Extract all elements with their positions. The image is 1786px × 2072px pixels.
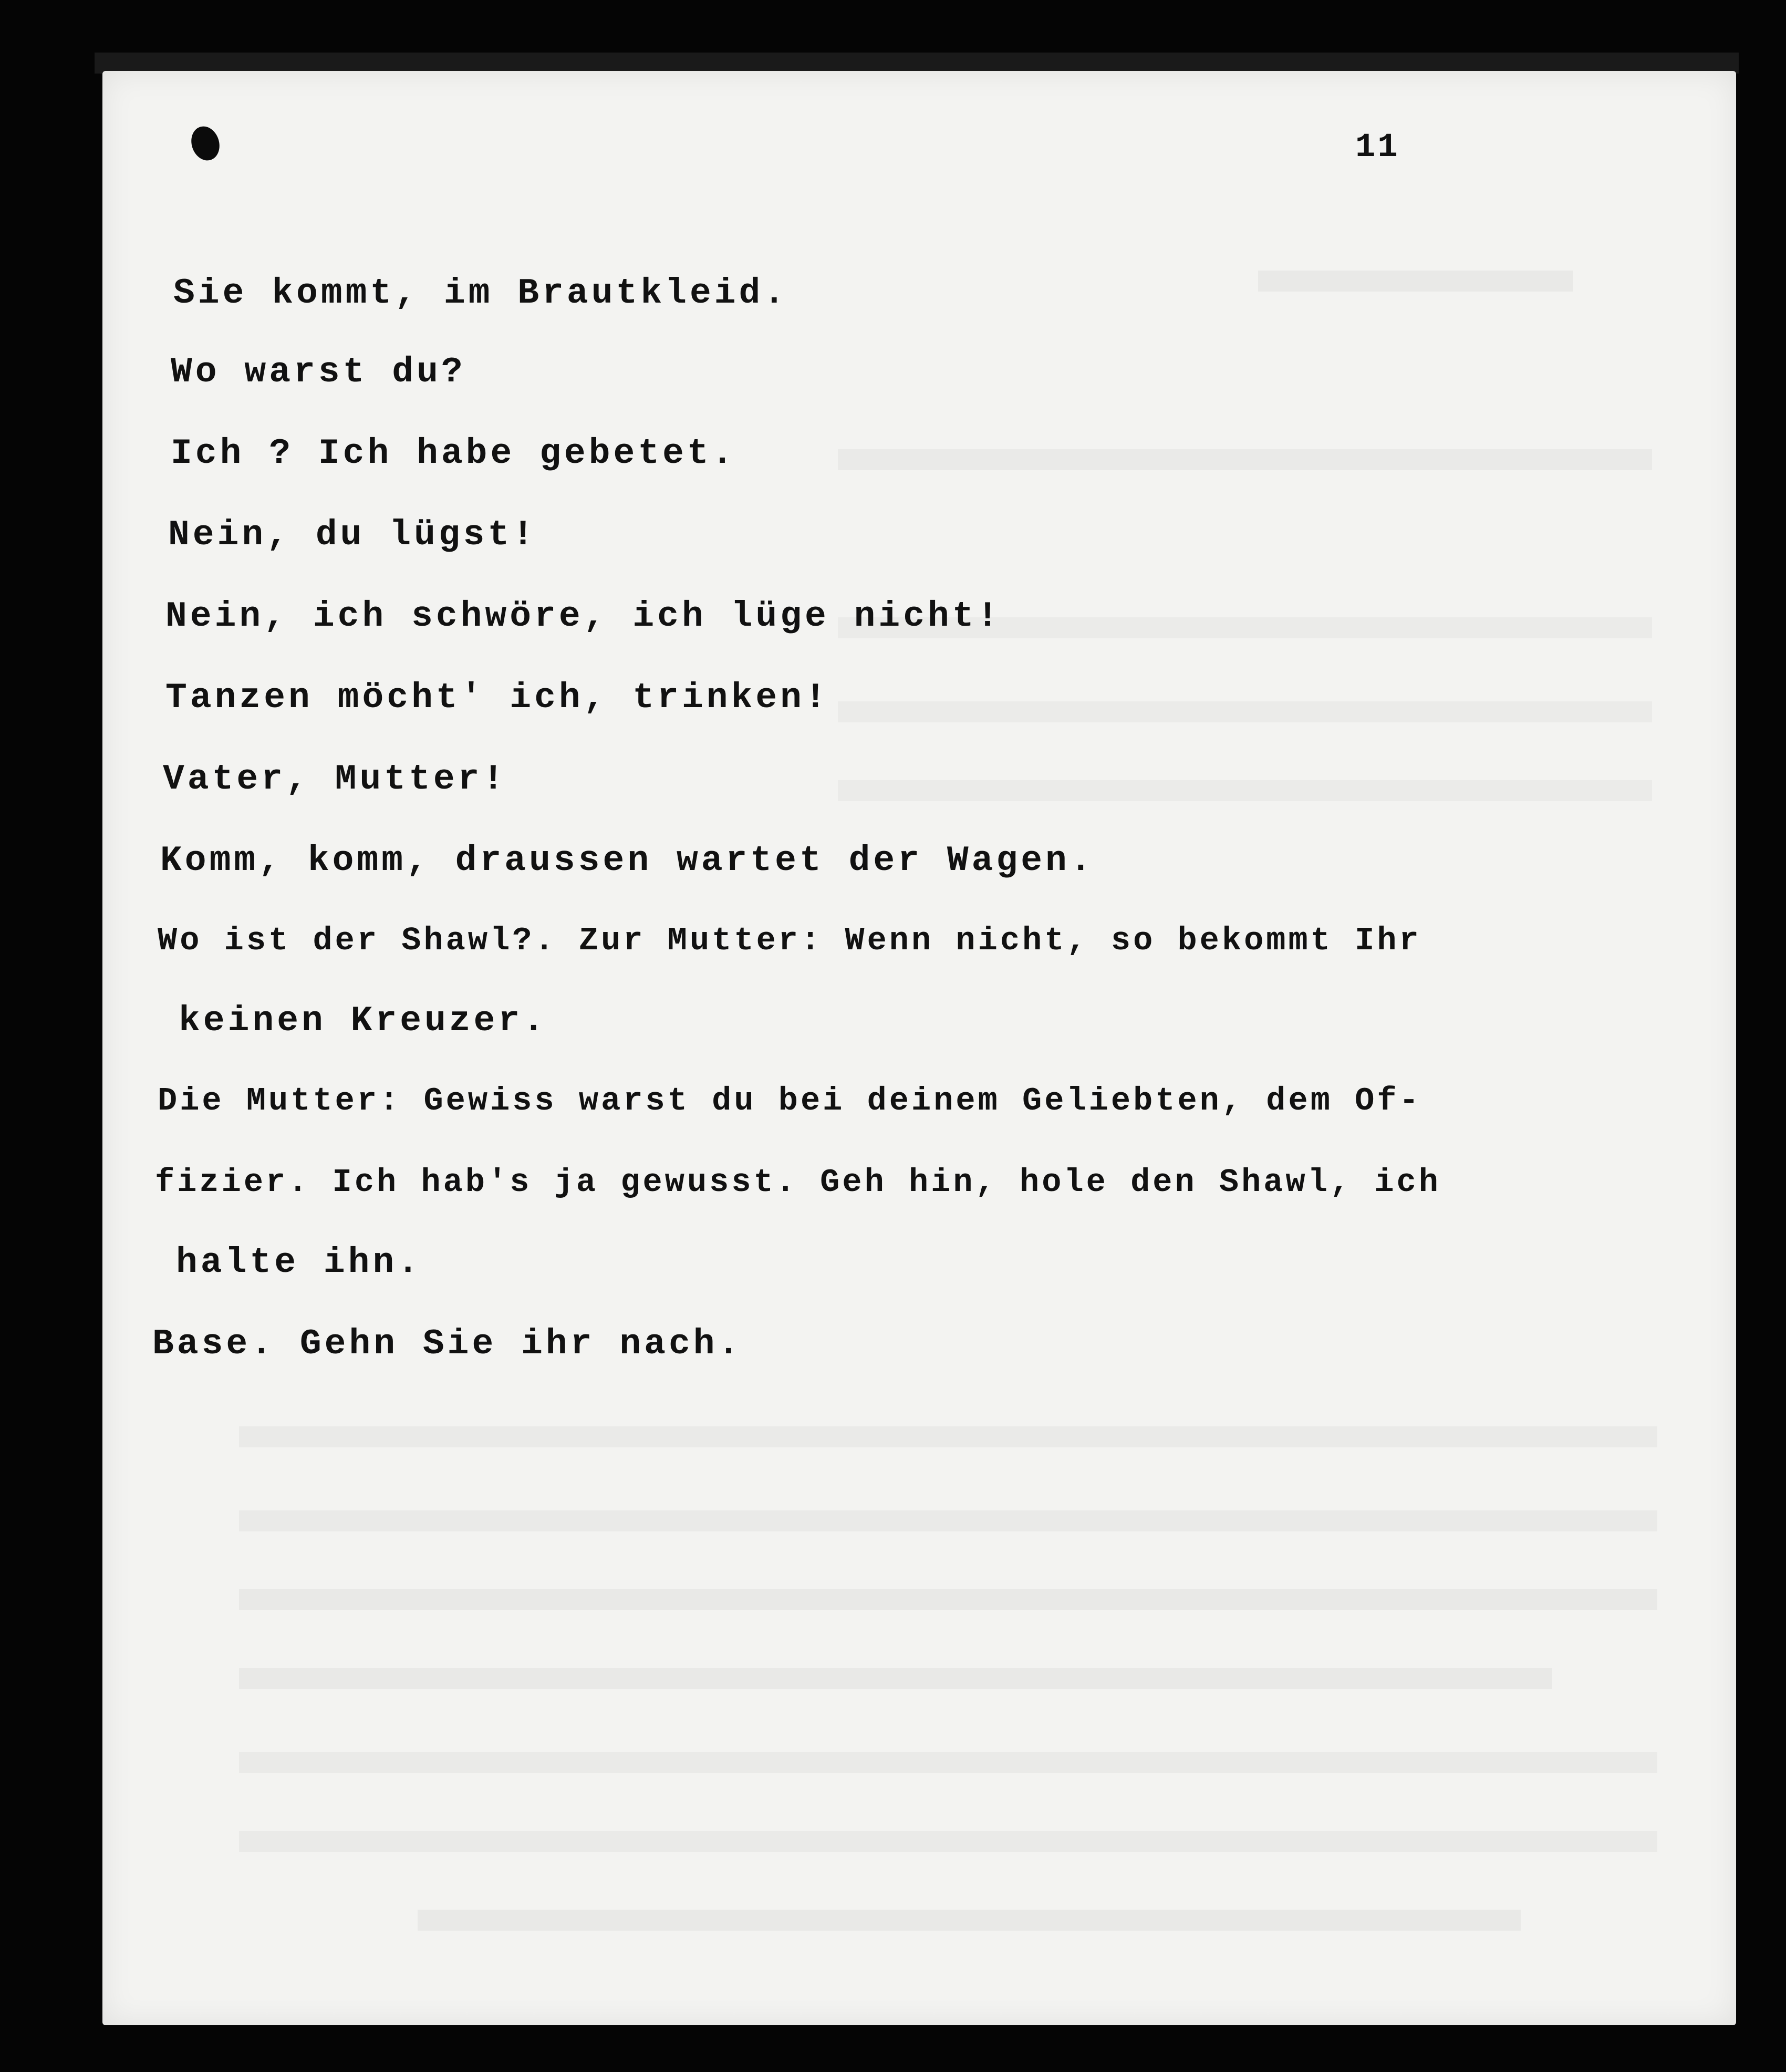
page-top-edge (95, 53, 1739, 74)
text-line: Die Mutter: Gewiss warst du bei deinem Geliebten, dem Of- (158, 1082, 1421, 1120)
text-line: Wo warst du? (171, 352, 466, 392)
text-line: Base. Gehn Sie ihr nach. (152, 1324, 743, 1364)
bleed-through-mark (838, 701, 1652, 722)
bleed-through-mark (239, 1668, 1552, 1689)
bleed-through-mark (239, 1510, 1657, 1531)
bleed-through-mark (239, 1752, 1657, 1773)
bleed-through-mark (838, 780, 1652, 801)
text-line: halte ihn. (176, 1242, 422, 1283)
text-line: Nein, du lügst! (168, 515, 537, 555)
bleed-through-mark (418, 1910, 1521, 1931)
bleed-through-mark (1258, 271, 1573, 292)
page-number: 11 (1355, 129, 1400, 167)
bleed-through-mark (239, 1426, 1657, 1447)
bleed-through-mark (838, 449, 1652, 470)
text-line: Vater, Mutter! (163, 759, 507, 800)
text-line: Ich ? Ich habe gebetet. (171, 433, 736, 474)
text-line: keinen Kreuzer. (179, 1001, 548, 1041)
text-line: Tanzen möcht' ich, trinken! (165, 678, 829, 718)
text-line: Komm, komm, draussen wartet der Wagen. (160, 841, 1095, 881)
text-line: Sie kommt, im Brautkleid. (173, 273, 788, 314)
bleed-through-mark (239, 1831, 1657, 1852)
text-line: fizier. Ich hab's ja gewusst. Geh hin, hole den Shawl, ich (155, 1164, 1441, 1201)
text-line: Wo ist der Shawl?. Zur Mutter: Wenn nicht, so bekommt Ihr (158, 922, 1421, 959)
bleed-through-mark (239, 1589, 1657, 1610)
text-line: Nein, ich schwöre, ich lüge nicht! (165, 596, 1002, 637)
